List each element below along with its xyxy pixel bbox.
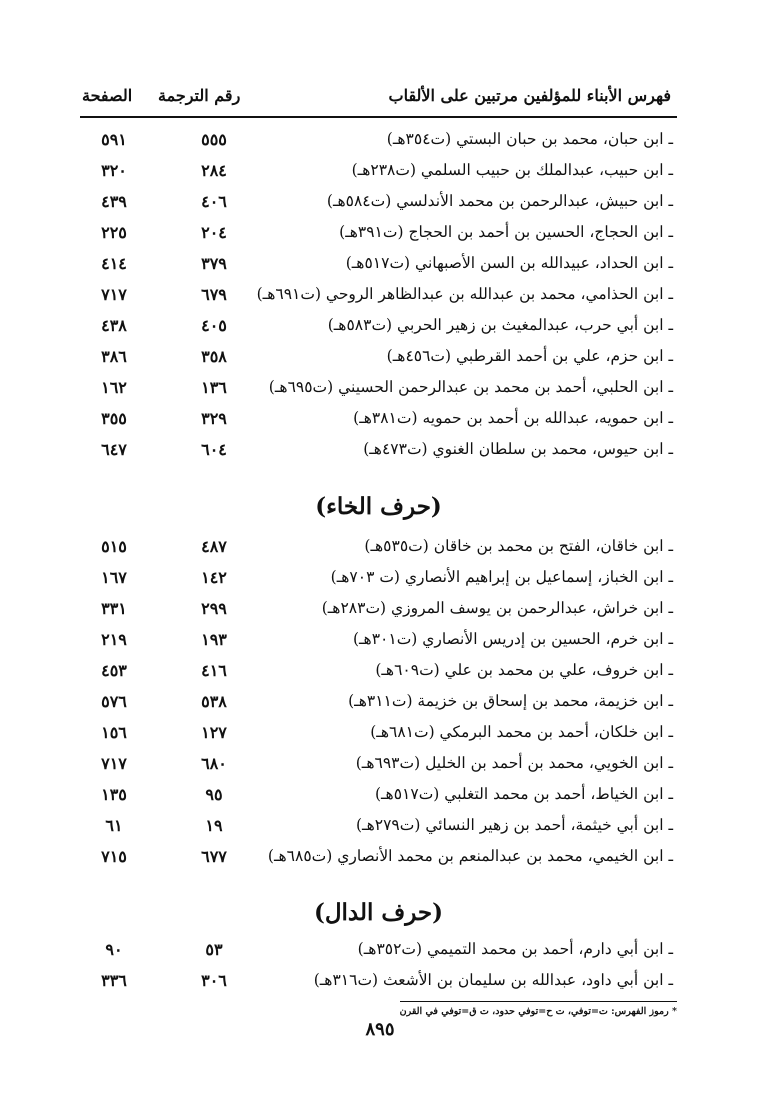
entry-translation-number: ١٤٢ (201, 568, 227, 587)
list-item (80, 657, 677, 687)
entry-translation-number: ٩٥ (205, 785, 223, 804)
entry-page: ٤٣٩ (101, 192, 127, 211)
entry-page: ٢١٩ (101, 630, 127, 649)
entry-name: ـ ابن أبي خيثمة، أحمد بن زهير النسائي (ت٢٧٩هـ) (356, 816, 673, 834)
list-item (80, 719, 677, 749)
list-item (80, 564, 677, 594)
entry-translation-number: ١٢٧ (201, 723, 227, 742)
entry-page: ٩٠ (105, 940, 123, 959)
entry-page: ٧١٧ (101, 754, 127, 773)
entry-name: ـ ابن حبيش، عبدالرحمن بن محمد الأندلسي (ت٥٨٤هـ) (326, 192, 673, 210)
list-item (80, 595, 677, 625)
list-item (80, 219, 677, 249)
entry-name: ـ ابن حزم، علي بن أحمد القرطبي (ت٤٥٦هـ) (386, 347, 673, 365)
entry-name: ـ ابن حبيب، عبدالملك بن حبيب السلمي (ت٢٣٨هـ) (351, 161, 673, 179)
entry-name: ـ ابن خرم، الحسين بن إدريس الأنصاري (ت٣٠١هـ) (352, 630, 673, 648)
entry-name: ـ ابن الحذامي، محمد بن عبدالله بن عبدالظاهر الروحي (ت٦٩١هـ) (256, 285, 673, 303)
entry-translation-number: ٥٥٥ (201, 130, 227, 149)
index-header (80, 82, 677, 118)
entry-name: ـ ابن الحداد، عبيدالله بن السن الأصبهاني (ت٥١٧هـ) (345, 254, 673, 272)
header-page: الصفحة (82, 86, 133, 105)
section-heading-dal: (حرف الدال) (313, 899, 444, 926)
entry-translation-number: ٣٢٩ (201, 409, 227, 428)
entry-page: ٣٨٦ (101, 347, 127, 366)
entry-name: ـ ابن خزيمة، محمد بن إسحاق بن خزيمة (ت٣١١هـ) (348, 692, 673, 710)
list-item (80, 533, 677, 563)
entry-page: ٧١٧ (101, 285, 127, 304)
entry-translation-number: ١٣٦ (201, 378, 227, 397)
list-item (80, 843, 677, 873)
entry-page: ٥٩١ (101, 130, 127, 149)
entry-name: ـ ابن خراش، عبدالرحمن بن يوسف المروزي (ت٢٨٣هـ) (321, 599, 673, 617)
entry-name: ـ ابن حبان، محمد بن حبان البستي (ت٣٥٤هـ) (386, 130, 673, 148)
entry-name: ـ ابن خاقان، الفتح بن محمد بن خاقان (ت٥٣٥هـ) (364, 537, 673, 555)
list-item (80, 626, 677, 656)
entry-page: ٣٣٦ (101, 971, 127, 990)
footnote: * رموز الفهرس: ت=توفي، ت ح=توفي حدود، ت ق=توفي في القرن (399, 1006, 677, 1017)
list-item (80, 374, 677, 404)
entry-name: ـ ابن الخيمي، محمد بن عبدالمنعم بن محمد الأنصاري (ت٦٨٥هـ) (267, 847, 673, 865)
entry-page: ٣٢٠ (101, 161, 127, 180)
list-item (80, 436, 677, 466)
list-item (80, 188, 677, 218)
entry-page: ٢٢٥ (101, 223, 127, 242)
list-item (80, 750, 677, 780)
list-item (80, 157, 677, 187)
entry-name: ـ ابن الحجاج، الحسين بن أحمد بن الحجاج (ت٣٩١هـ) (339, 223, 673, 241)
entry-translation-number: ٣٥٨ (201, 347, 227, 366)
entry-translation-number: ٦٧٧ (201, 847, 227, 866)
entry-translation-number: ٦٧٩ (201, 285, 227, 304)
entry-name: ـ ابن خلكان، أحمد بن محمد البرمكي (ت٦٨١هـ) (370, 723, 673, 741)
list-item (80, 312, 677, 342)
entry-name: ـ ابن الخياط، أحمد بن محمد التغلبي (ت٥١٧هـ) (374, 785, 673, 803)
entry-translation-number: ١٩ (205, 816, 223, 835)
entry-translation-number: ٤١٦ (201, 661, 227, 680)
page-number: ٨٩٥ (365, 1019, 395, 1040)
entry-page: ١٥٦ (101, 723, 127, 742)
footnote-divider (400, 1001, 677, 1002)
list-item (80, 281, 677, 311)
entry-translation-number: ٥٣٨ (201, 692, 227, 711)
list-item (80, 781, 677, 811)
entry-page: ٤٥٣ (101, 661, 127, 680)
list-item (80, 688, 677, 718)
entry-page: ٣٥٥ (101, 409, 127, 428)
entry-name: ـ ابن الخويي، محمد بن أحمد بن الخليل (ت٦٩٣هـ) (355, 754, 673, 772)
entry-translation-number: ٦٨٠ (201, 754, 227, 773)
entry-name: ـ ابن أبي دارم، أحمد بن محمد التميمي (ت٣٥٢هـ) (357, 940, 673, 958)
entry-page: ٤١٤ (101, 254, 127, 273)
entry-page: ١٦٢ (101, 378, 127, 397)
list-item (80, 343, 677, 373)
entry-name: ـ ابن الخباز، إسماعيل بن إبراهيم الأنصاري (ت ٧٠٣هـ) (330, 568, 673, 586)
entry-page: ٥٧٦ (101, 692, 127, 711)
list-item (80, 936, 677, 966)
entry-page: ٥١٥ (101, 537, 127, 556)
entry-name: ـ ابن حمويه، عبدالله بن أحمد بن حمويه (ت٣٨١هـ) (353, 409, 673, 427)
list-item (80, 126, 677, 156)
entry-page: ٧١٥ (101, 847, 127, 866)
header-translation-number: رقم الترجمة (158, 86, 241, 105)
entry-translation-number: ١٩٣ (201, 630, 227, 649)
entry-name: ـ ابن حيوس، محمد بن سلطان الغنوي (ت٤٧٣هـ) (363, 440, 673, 458)
entry-name: ـ ابن أبي حرب، عبدالمغيث بن زهير الحربي (ت٥٨٣هـ) (327, 316, 673, 334)
list-item (80, 405, 677, 435)
entry-page: ١٦٧ (101, 568, 127, 587)
entry-name: ـ ابن أبي داود، عبدالله بن سليمان بن الأشعث (ت٣١٦هـ) (313, 971, 673, 989)
entry-translation-number: ٢٩٩ (201, 599, 227, 618)
entry-translation-number: ٤٨٧ (201, 537, 227, 556)
entry-name: ـ ابن خروف، علي بن محمد بن علي (ت٦٠٩هـ) (375, 661, 673, 679)
entry-translation-number: ٤٠٥ (201, 316, 227, 335)
entry-translation-number: ٢٠٤ (201, 223, 227, 242)
entry-page: ٣٣١ (101, 599, 127, 618)
section-heading-kha: (حرف الخاء) (315, 493, 442, 520)
entry-page: ٦١ (105, 816, 123, 835)
entry-translation-number: ٣٧٩ (201, 254, 227, 273)
entry-page: ٤٣٨ (101, 316, 127, 335)
entry-page: ٦٤٧ (101, 440, 127, 459)
entry-translation-number: ٥٣ (205, 940, 223, 959)
list-item (80, 250, 677, 280)
list-item (80, 812, 677, 842)
header-title: فهرس الأبناء للمؤلفين مرتبين على الألقاب (388, 86, 671, 105)
entry-translation-number: ٣٠٦ (201, 971, 227, 990)
list-item (80, 967, 677, 997)
entry-translation-number: ٦٠٤ (201, 440, 227, 459)
entry-page: ١٣٥ (101, 785, 127, 804)
entry-translation-number: ٤٠٦ (201, 192, 227, 211)
entry-translation-number: ٢٨٤ (201, 161, 227, 180)
entry-name: ـ ابن الحلبي، أحمد بن محمد بن عبدالرحمن الحسيني (ت٦٩٥هـ) (268, 378, 673, 396)
